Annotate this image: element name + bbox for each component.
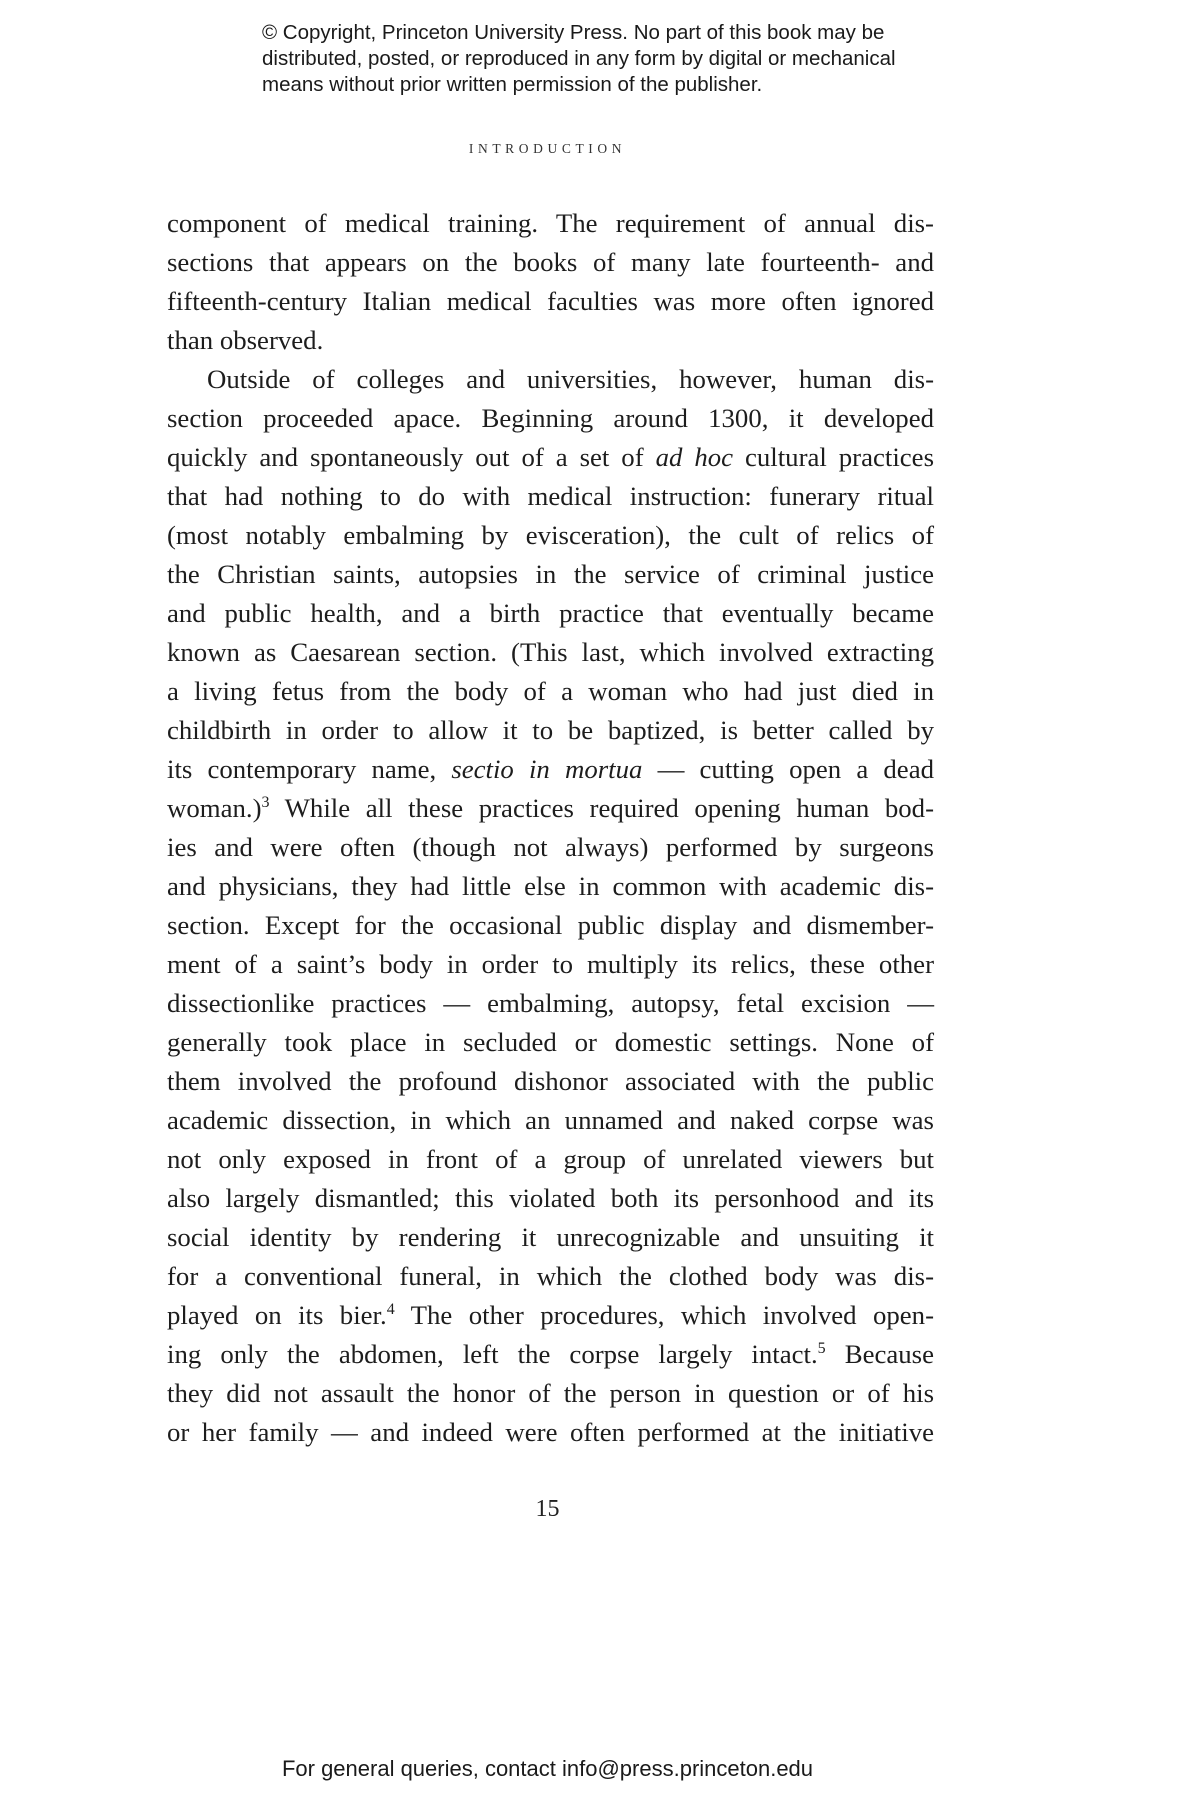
text-line: ies and were often (though not always) performed by surgeons [167, 832, 934, 862]
copyright-line: distributed, posted, or reproduced in any form by digital or mechanical [262, 47, 896, 70]
text-run: woman.) [167, 793, 262, 823]
text-line [167, 1335, 934, 1374]
running-head: INTRODUCTION [468, 141, 627, 156]
text-line: childbirth in order to allow it to be baptized, is better called by [167, 715, 934, 745]
text-line: fifteenth-century Italian medical faculties was more often ignored [167, 286, 934, 316]
text-line: social identity by rendering it unrecognizable and unsuiting it [167, 1222, 934, 1252]
text-line: or her family — and indeed were often performed at the initiative [167, 1417, 934, 1447]
text-line: section. Except for the occasional public display and dismember- [167, 910, 934, 940]
copyright-line: means without prior written permission of the publisher. [262, 73, 763, 96]
text-line [167, 1296, 934, 1335]
text-line: Outside of colleges and universities, however, human dis- [207, 364, 934, 394]
footnote-marker: 3 [261, 794, 270, 811]
text-line: than observed. [167, 325, 324, 355]
italic-term: sectio in mortua [451, 754, 643, 784]
footer-contact: For general queries, contact info@press.princeton.edu [281, 1756, 814, 1781]
text-line: and physicians, they had little else in common with academic dis- [167, 871, 934, 901]
text-line: dissectionlike practices — embalming, autopsy, fetal excision — [167, 988, 934, 1018]
text-line: the Christian saints, autopsies in the service of criminal justice [167, 559, 934, 589]
page-number: 15 [535, 1496, 560, 1522]
text-line: component of medical training. The requirement of annual dis- [167, 208, 934, 238]
body-text [167, 204, 934, 1452]
text-line: for a conventional funeral, in which the clothed body was dis- [167, 1261, 934, 1291]
text-line: generally took place in secluded or domestic settings. None of [167, 1027, 934, 1057]
text-line: them involved the profound dishonor associated with the public [167, 1066, 934, 1096]
text-line: and public health, and a birth practice that eventually became [167, 598, 934, 628]
text-line [167, 438, 934, 477]
text-run: Because [825, 1339, 934, 1369]
text-run: ing only the abdomen, left the corpse largely intact. [167, 1339, 818, 1369]
text-line [167, 750, 934, 789]
text-line [167, 789, 934, 828]
text-line: (most notably embalming by evisceration), the cult of relics of [167, 520, 934, 550]
text-run: played on its bier. [167, 1300, 387, 1330]
text-line: they did not assault the honor of the person in question or of his [167, 1378, 934, 1408]
text-line: also largely dismantled; this violated both its personhood and its [167, 1183, 934, 1213]
copyright-notice [262, 20, 1022, 98]
footnote-marker: 4 [386, 1301, 395, 1318]
text-run: cultural practices [733, 442, 934, 472]
text-line: a living fetus from the body of a woman who had just died in [167, 676, 934, 706]
text-run: its contemporary name, [167, 754, 452, 784]
text-run: While all these practices required opening human bod- [269, 793, 934, 823]
copyright-line: © Copyright, Princeton University Press. No part of this book may be [262, 21, 885, 44]
text-line: academic dissection, in which an unnamed and naked corpse was [167, 1105, 934, 1135]
text-line: that had nothing to do with medical instruction: funerary ritual [167, 481, 934, 511]
text-line: ment of a saint’s body in order to multiply its relics, these other [167, 949, 934, 979]
text-run: The other procedures, which involved open- [394, 1300, 934, 1330]
text-run: — cutting open a dead [642, 754, 934, 784]
text-line: sections that appears on the books of many late fourteenth- and [167, 247, 934, 277]
italic-term: ad hoc [655, 442, 734, 472]
footnote-marker: 5 [817, 1340, 826, 1357]
text-line: section proceeded apace. Beginning around 1300, it developed [167, 403, 934, 433]
text-line: known as Caesarean section. (This last, which involved extracting [167, 637, 934, 667]
text-line: not only exposed in front of a group of unrelated viewers but [167, 1144, 934, 1174]
text-run: quickly and spontaneously out of a set of [167, 442, 656, 472]
